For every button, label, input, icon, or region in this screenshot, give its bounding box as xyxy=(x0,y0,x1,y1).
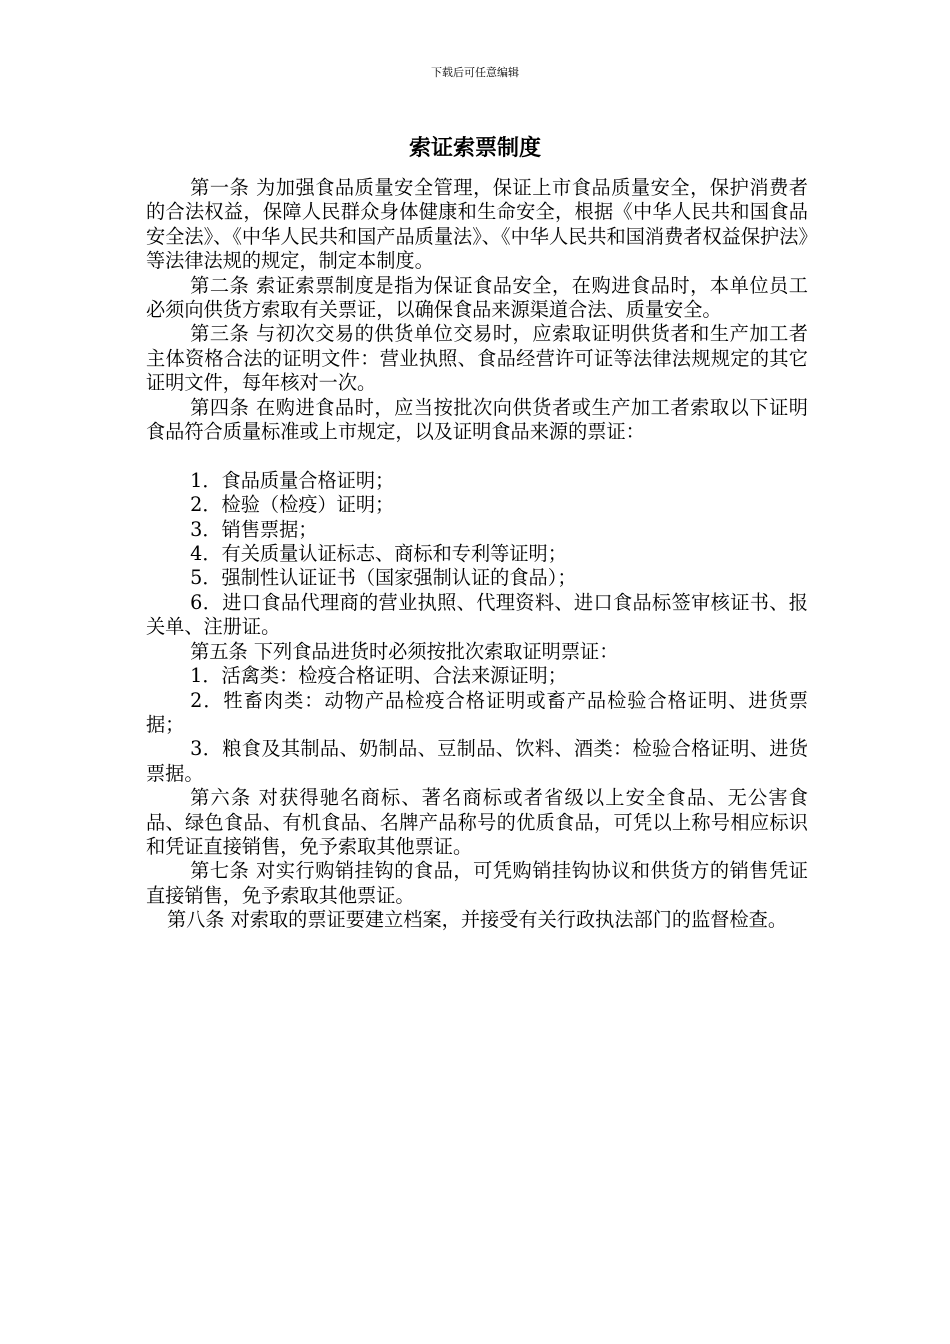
article-4-item-1: 1．食品质量合格证明； xyxy=(190,468,395,492)
article-4-item-3: 3．销售票据； xyxy=(190,517,318,541)
article-4: 第四条 在购进食品时，应当按批次向供货者或生产加工者索取以下证明食品符合质量标准或上市规定，以及证明食品来源的票证： xyxy=(146,395,808,444)
article-5-item-3: 3．粮食及其制品、奶制品、豆制品、饮料、酒类：检验合格证明、进货票据。 xyxy=(146,737,808,785)
article-4-item-6: 6．进口食品代理商的营业执照、代理资料、进口食品标签审核证书、报关单、注册证。 xyxy=(146,590,808,639)
article-4-item-5: 5．强制性认证证书（国家强制认证的食品）； xyxy=(190,566,577,590)
article-1: 第一条 为加强食品质量安全管理，保证上市食品质量安全，保护消费者的合法权益，保障人民群众身体健康和生命安全，根据《中华人民共和国食品安全法》、《中华人民共和国产品质量法》、《中华人民共和国消费者权益保护法》等法律法规的规定，制定本制度。 xyxy=(146,176,808,273)
header-note: 下载后可任意编辑 xyxy=(431,66,519,79)
article-2: 第二条 索证索票制度是指为保证食品安全，在购进食品时，本单位员工必须向供货方索取有关票证，以确保食品来源渠道合法、质量安全。 xyxy=(146,273,808,322)
article-3: 第三条 与初次交易的供货单位交易时，应索取证明供货者和生产加工者主体资格合法的证明文件：营业执照、食品经营许可证等法律法规规定的其它证明文件，每年核对一次。 xyxy=(146,322,808,395)
article-8: 第八条 对索取的票证要建立档案，并接受有关行政执法部门的监督检查。 xyxy=(166,908,788,932)
article-4-item-2: 2．检验（检疫）证明； xyxy=(190,493,395,517)
article-4-item-4: 4．有关质量认证标志、商标和专利等证明； xyxy=(190,542,567,566)
document-title: 索证索票制度 xyxy=(408,136,541,161)
document-body xyxy=(146,176,808,933)
article-6: 第六条 对获得驰名商标、著名商标或者省级以上安全食品、无公害食品、绿色食品、有机食品、名牌产品称号的优质食品，可凭以上称号相应标识和凭证直接销售，免予索取其他票证。 xyxy=(146,786,808,858)
article-5: 第五条 下列食品进货时必须按批次索取证明票证： xyxy=(190,639,619,663)
article-7: 第七条 对实行购销挂钩的食品，可凭购销挂钩协议和供货方的销售凭证直接销售，免予索取其他票证。 xyxy=(146,859,808,907)
article-5-item-2: 2．牲畜肉类：动物产品检疫合格证明或畜产品检验合格证明、进货票据； xyxy=(146,688,808,736)
article-5-item-1: 1．活禽类：检疫合格证明、合法来源证明； xyxy=(190,664,567,688)
blank-line xyxy=(146,444,808,468)
